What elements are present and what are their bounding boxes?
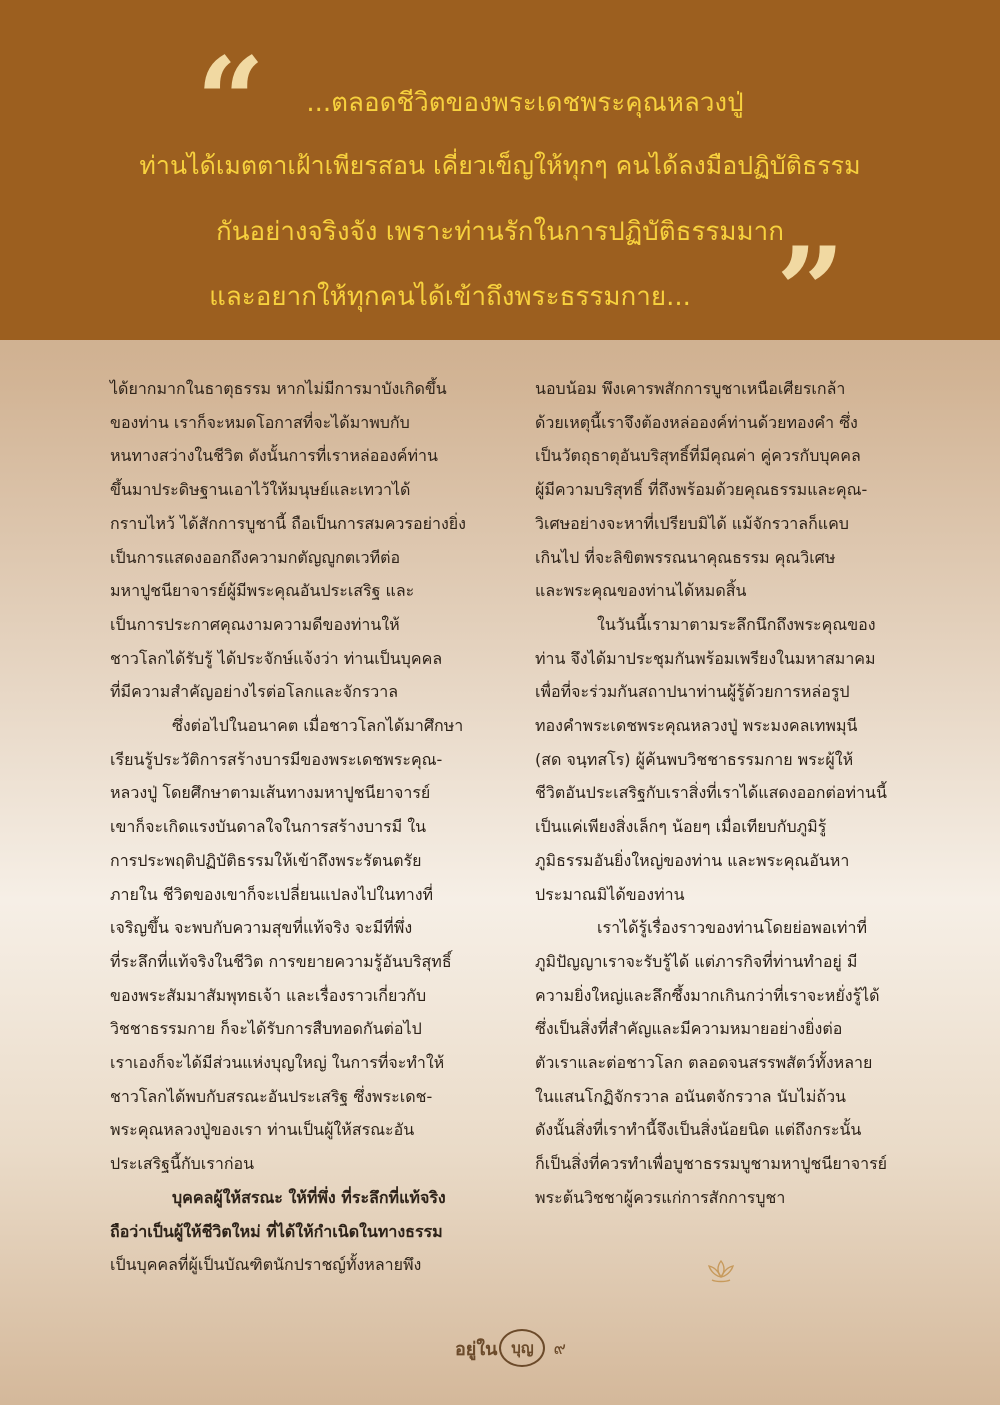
body-line: ประเสริฐนี้กับเราก่อน: [110, 1154, 255, 1174]
body-line: วิเศษอย่างจะหาที่เปรียบมิได้ แม้จักรวาลก็แคบ: [535, 513, 849, 533]
body-line: ได้ยากมากในธาตุธรรม หากไม่มีการมาบังเกิดขึ้น: [110, 379, 447, 398]
body-line: ก็เป็นสิ่งที่ควรทำเพื่อบูชาธรรมบูชามหาปูชนียาจารย์: [535, 1154, 888, 1174]
body-line: ชาวโลกได้พบกับสรณะอันประเสริฐ ซึ่งพระเดช-: [110, 1086, 433, 1106]
body-line: ชาวโลกได้รับรู้ ได้ประจักษ์แจ้งว่า ท่านเป็นบุคคล: [110, 648, 443, 668]
quote-line-4: และอยากให้ทุกคนได้เข้าถึงพระธรรมกาย...: [209, 282, 691, 312]
body-line: เราเองก็จะได้มีส่วนแห่งบุญใหญ่ ในการที่จะทำให้: [110, 1053, 445, 1073]
body-line: ขึ้นมาประดิษฐานเอาไว้ให้มนุษย์และเทวาได้: [110, 480, 411, 500]
bold-paragraph-line: ถือว่าเป็นผู้ให้ชีวิตใหม่ ที่ได้ให้กำเนิดในทางธรรม: [110, 1221, 443, 1241]
body-line: ซึ่งเป็นสิ่งที่สำคัญและมีความหมายอย่างยิ่งต่อ: [535, 1019, 843, 1039]
body-line: เป็นแค่เพียงสิ่งเล็กๆ น้อยๆ เมื่อเทียบกับภูมิรู้: [535, 817, 827, 837]
quote-line-2: ท่านได้เมตตาเฝ้าเพียรสอน เคี่ยวเข็ญให้ทุกๆ คนได้ลงมือปฏิบัติธรรม: [139, 151, 861, 180]
body-line: ตัวเราและต่อชาวโลก ตลอดจนสรรพสัตว์ทั้งหลาย: [535, 1053, 873, 1073]
body-line: เป็นวัตถุธาตุอันบริสุทธิ์ที่มีคุณค่า คู่ควรกับบุคคล: [535, 446, 861, 466]
body-line: ด้วยเหตุนี้เราจึงต้องหล่อองค์ท่านด้วยทองคำ ซึ่ง: [535, 412, 858, 432]
body-line: ผู้มีความบริสุทธิ์ ที่ถึงพร้อมด้วยคุณธรรมและคุณ-: [535, 480, 868, 500]
body-line: เพื่อที่จะร่วมกันสถาปนาท่านผู้รู้ด้วยการหล่อรูป: [535, 682, 850, 702]
left-column: [110, 372, 500, 1282]
right-column: [535, 372, 925, 1215]
body-line: ของพระสัมมาสัมพุทธเจ้า และเรื่องราวเกี่ยวกับ: [110, 985, 427, 1005]
body-line: วิชชาธรรมกาย ก็จะได้รับการสืบทอดกันต่อไป: [110, 1019, 422, 1039]
magazine-logo-circle: [499, 1329, 545, 1367]
body-line: (สด จนฺทสโร) ผู้ค้นพบวิชชาธรรมกาย พระผู้ให้: [535, 749, 854, 769]
body-line: เป็นบุคคลที่ผู้เป็นบัณฑิตนักปราชญ์ทั้งหลายพึง: [110, 1255, 422, 1275]
body-line: เรียนรู้ประวัติการสร้างบารมีของพระเดชพระคุณ-: [110, 749, 443, 769]
body-line: ภูมิธรรมอันยิ่งใหญ่ของท่าน และพระคุณอันหา: [535, 850, 850, 870]
bold-paragraph-line: บุคคลผู้ให้สรณะ ให้ที่พึ่ง ที่ระลึกที่แท้จริง: [172, 1187, 446, 1207]
body-line: การประพฤติปฏิบัติธรรมให้เข้าถึงพระรัตนตรัย: [110, 850, 422, 870]
body-line: ท่าน จึงได้มาประชุมกันพร้อมเพรียงในมหาสมาคม: [535, 648, 876, 668]
body-line: ดังนั้นสิ่งที่เราทำนี้จึงเป็นสิ่งน้อยนิด แต่ถึงกระนั้น: [535, 1120, 862, 1140]
body-line: หนทางสว่างในชีวิต ดังนั้นการที่เราหล่อองค์ท่าน: [110, 446, 438, 466]
close-quote-mark: ”: [776, 221, 846, 362]
body-line: ของท่าน เราก็จะหมดโอกาสที่จะได้มาพบกับ: [110, 412, 410, 432]
paragraph-start-line: ซึ่งต่อไปในอนาคต เมื่อชาวโลกได้มาศึกษา: [172, 716, 464, 736]
page-number: ๙: [553, 1338, 566, 1359]
body-line: และพระคุณของท่านได้หมดสิ้น: [535, 581, 747, 601]
body-line: พระต้นวิชชาผู้ควรแก่การสักการบูชา: [535, 1187, 786, 1207]
paragraph-start-line: เราได้รู้เรื่องราวของท่านโดยย่อพอเท่าที่: [597, 918, 867, 938]
body-line: เจริญขึ้น จะพบกับความสุขที่แท้จริง จะมีที่พึ่ง: [110, 918, 413, 938]
body-line: นอบน้อม พึงเคารพสักการบูชาเหนือเศียรเกล้า: [535, 379, 846, 398]
body-line: ที่มีความสำคัญอย่างไรต่อโลกและจักรวาล: [110, 682, 399, 702]
body-line: ภูมิปัญญาเราจะรับรู้ได้ แต่ภารกิจที่ท่านทำอยู่ มี: [535, 951, 858, 971]
body-line: กราบไหว้ ได้สักการบูชานี้ ถือเป็นการสมควรอย่างยิ่ง: [110, 513, 466, 533]
magazine-logo-text: อยู่ใน: [455, 1338, 498, 1360]
body-line: พระคุณหลวงปู่ของเรา ท่านเป็นผู้ให้สรณะอัน: [110, 1120, 415, 1140]
quote-line-1: ...ตลอดชีวิตของพระเดชพระคุณหลวงปู่: [306, 88, 744, 118]
magazine-logo-circle-text: บุญ: [511, 1339, 534, 1357]
body-line: ที่ระลึกที่แท้จริงในชีวิต การขยายความรู้อันบริสุทธิ์: [110, 951, 452, 971]
lotus-icon: [706, 1258, 736, 1284]
body-line: ชีวิตอันประเสริฐกับเราสิ่งที่เราได้แสดงออกต่อท่านนี้: [535, 783, 887, 803]
body-line: เป็นการแสดงออกถึงความกตัญญูกตเวทีต่อ: [110, 547, 401, 567]
body-line: เป็นการประกาศคุณงามความดีของท่านให้: [110, 614, 400, 634]
body-line: ความยิ่งใหญ่และลึกซึ้งมากเกินกว่าที่เราจะหยั่งรู้ได้: [535, 985, 880, 1005]
page-footer: [455, 1328, 566, 1368]
quote-banner: [0, 0, 1000, 362]
body-line: เกินไป ที่จะลิขิตพรรณนาคุณธรรม คุณวิเศษ: [535, 547, 836, 567]
body-line: ประมาณมิได้ของท่าน: [535, 884, 685, 904]
body-line: ภายใน ชีวิตของเขาก็จะเปลี่ยนแปลงไปในทางที่: [110, 884, 434, 904]
body-line: มหาปูชนียาจารย์ผู้มีพระคุณอันประเสริฐ และ: [110, 581, 415, 601]
body-line: หลวงปู่ โดยศึกษาตามเส้นทางมหาปูชนียาจารย์: [110, 783, 431, 803]
body-line: ทองคำพระเดชพระคุณหลวงปู่ พระมงคลเทพมุนี: [535, 716, 858, 736]
paragraph-start-line: ในวันนี้เรามาตามระลึกนึกถึงพระคุณของ: [597, 614, 876, 634]
body-line: เขาก็จะเกิดแรงบันดาลใจในการสร้างบารมี ใน: [110, 817, 427, 837]
quote-line-3: กันอย่างจริงจัง เพราะท่านรักในการปฏิบัติธรรมมาก: [215, 217, 785, 247]
open-quote-mark: “: [196, 31, 266, 172]
body-line: ในแสนโกฏิจักรวาล อนันตจักรวาล นับไม่ถ้วน: [535, 1086, 846, 1106]
